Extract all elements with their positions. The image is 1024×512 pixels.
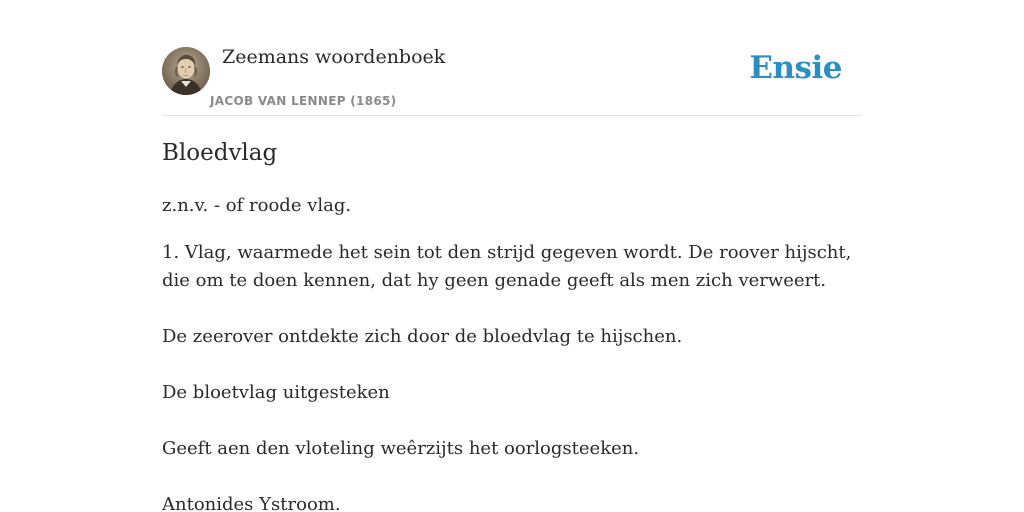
- entry-headword: Bloedvlag: [162, 140, 278, 166]
- entry-example: De bloetvlag uitgesteken: [162, 382, 390, 403]
- dictionary-author: JACOB VAN LENNEP (1865): [210, 94, 397, 108]
- entry-example: De zeerover ontdekte zich door de bloedvlag te hijschen.: [162, 326, 683, 347]
- page: [162, 0, 862, 512]
- entry-grammar: z.n.v. - of roode vlag.: [162, 195, 352, 216]
- author-portrait-icon[interactable]: [162, 47, 210, 95]
- portrait-image: [162, 47, 210, 95]
- dictionary-title-link[interactable]: Zeemans woordenboek: [222, 46, 446, 68]
- ensie-logo-link[interactable]: Ensie: [749, 50, 842, 86]
- entry-definition: 1. Vlag, waarmede het sein tot den strijd gegeven wordt. De roover hijscht, die om te doen kennen, dat hy geen genade geeft als men zich verweert.: [162, 242, 852, 291]
- header: [162, 0, 862, 116]
- entry-example: Geeft aen den vloteling weêrzijts het oorlogsteeken.: [162, 438, 640, 459]
- entry-citation: Antonides Ystroom.: [162, 494, 341, 512]
